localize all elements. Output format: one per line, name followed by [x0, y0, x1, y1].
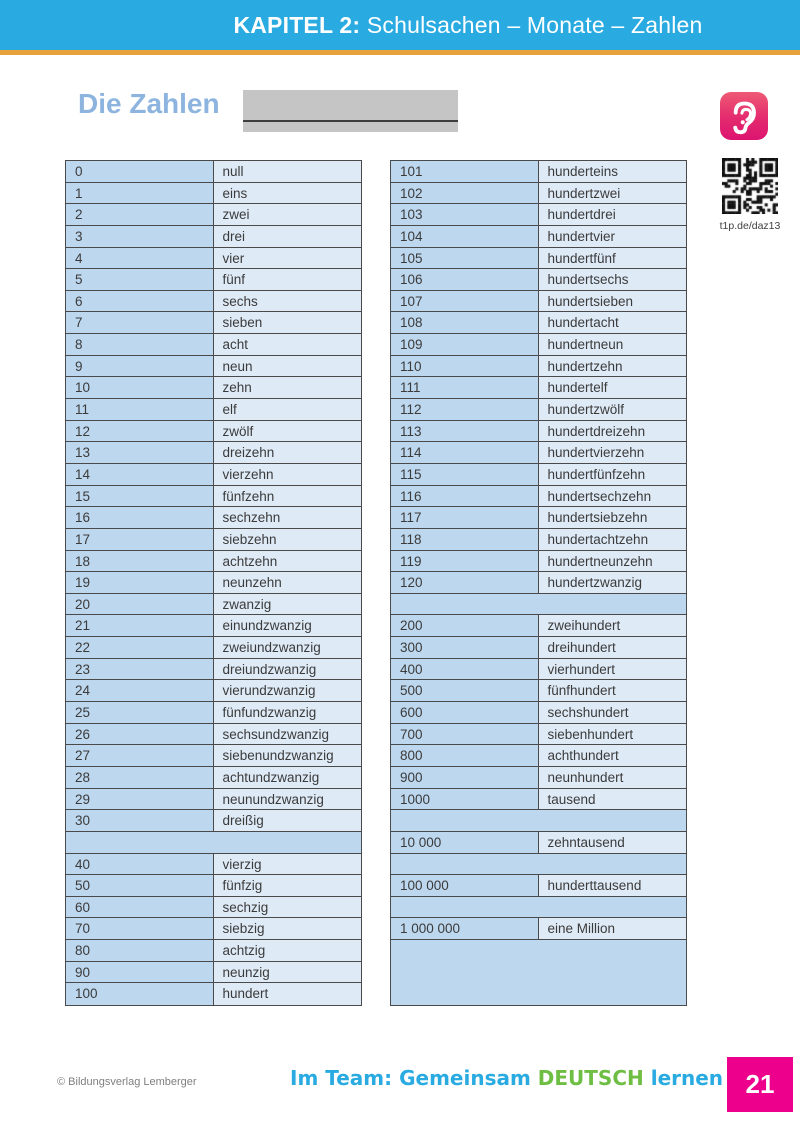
qr-caption: t1p.de/daz13 — [719, 220, 781, 232]
table-row — [66, 594, 361, 616]
number-cell: 28 — [66, 767, 214, 788]
word-cell: vierzehn — [214, 464, 362, 485]
word-cell: vierundzwanzig — [214, 680, 362, 701]
word-cell: zehn — [214, 377, 362, 398]
word-cell: hunderttausend — [539, 875, 687, 896]
number-cell: 16 — [66, 507, 214, 528]
number-cell: 300 — [391, 637, 539, 658]
word-cell: zehntausend — [539, 832, 687, 853]
number-cell: 116 — [391, 486, 539, 507]
table-row — [391, 745, 686, 767]
number-cell: 800 — [391, 745, 539, 766]
word-cell: sechshundert — [539, 702, 687, 723]
answer-blank-line — [243, 120, 458, 122]
table-row — [391, 269, 686, 291]
table-row — [391, 356, 686, 378]
word-cell: hundertdreizehn — [539, 421, 687, 442]
number-cell: 50 — [66, 875, 214, 896]
word-cell: neunhundert — [539, 767, 687, 788]
number-cell: 12 — [66, 421, 214, 442]
word-cell: vierzig — [214, 854, 362, 875]
number-cell: 27 — [66, 745, 214, 766]
number-cell: 200 — [391, 615, 539, 636]
table-row — [66, 529, 361, 551]
word-cell: siebenundzwanzig — [214, 745, 362, 766]
number-cell: 4 — [66, 248, 214, 269]
table-row — [391, 442, 686, 464]
number-cell: 104 — [391, 226, 539, 247]
number-cell: 29 — [66, 789, 214, 810]
qr-code — [722, 158, 778, 214]
number-cell: 15 — [66, 486, 214, 507]
number-cell: 117 — [391, 507, 539, 528]
word-cell: vier — [214, 248, 362, 269]
word-cell: eins — [214, 183, 362, 204]
word-cell: fünfundzwanzig — [214, 702, 362, 723]
number-cell: 8 — [66, 334, 214, 355]
word-cell: siebzehn — [214, 529, 362, 550]
word-cell: dreißig — [214, 810, 362, 831]
table-row — [66, 789, 361, 811]
page-title: Die Zahlen — [78, 88, 220, 119]
word-cell: sechsundzwanzig — [214, 724, 362, 745]
word-cell: sechs — [214, 291, 362, 312]
number-cell: 900 — [391, 767, 539, 788]
number-cell: 10 000 — [391, 832, 539, 853]
chapter-header — [0, 0, 800, 55]
word-cell: neunzehn — [214, 572, 362, 593]
table-row — [391, 226, 686, 248]
table-row — [66, 356, 361, 378]
number-cell: 1 000 000 — [391, 918, 539, 939]
footer-slogan — [290, 1066, 724, 1090]
table-row — [66, 377, 361, 399]
table-row — [66, 615, 361, 637]
table-row — [66, 918, 361, 940]
number-cell: 24 — [66, 680, 214, 701]
number-cell: 90 — [66, 962, 214, 983]
word-cell: hundertzehn — [539, 356, 687, 377]
table-row — [66, 875, 361, 897]
table-spacer-row — [391, 810, 686, 832]
number-cell: 105 — [391, 248, 539, 269]
word-cell: null — [214, 161, 362, 182]
table-row — [391, 789, 686, 811]
table-row — [66, 724, 361, 746]
number-cell: 10 — [66, 377, 214, 398]
table-row — [66, 551, 361, 573]
word-cell: achtundzwanzig — [214, 767, 362, 788]
word-cell: achtzehn — [214, 551, 362, 572]
table-row — [391, 486, 686, 508]
answer-blank-box — [243, 90, 458, 132]
table-row — [66, 702, 361, 724]
word-cell: fünfzehn — [214, 486, 362, 507]
table-row — [66, 680, 361, 702]
word-cell: hundertsieben — [539, 291, 687, 312]
number-cell: 700 — [391, 724, 539, 745]
table-spacer-row — [391, 594, 686, 616]
number-cell: 26 — [66, 724, 214, 745]
number-cell: 114 — [391, 442, 539, 463]
number-cell: 5 — [66, 269, 214, 290]
number-cell: 30 — [66, 810, 214, 831]
word-cell: zweihundert — [539, 615, 687, 636]
table-row — [66, 226, 361, 248]
table-row — [66, 399, 361, 421]
number-cell: 11 — [66, 399, 214, 420]
table-row — [391, 832, 686, 854]
word-cell: hundertacht — [539, 312, 687, 333]
table-row — [66, 940, 361, 962]
number-cell: 18 — [66, 551, 214, 572]
table-row — [66, 334, 361, 356]
number-cell: 110 — [391, 356, 539, 377]
word-cell: zwanzig — [214, 594, 362, 615]
table-spacer-row — [391, 940, 686, 1005]
word-cell: hundertzwanzig — [539, 572, 687, 593]
table-row — [391, 875, 686, 897]
slogan-part2: DEUTSCH — [537, 1066, 644, 1090]
number-cell: 21 — [66, 615, 214, 636]
word-cell: sieben — [214, 312, 362, 333]
word-cell: siebzig — [214, 918, 362, 939]
numbers-table-101-million — [390, 160, 687, 1006]
word-cell: neunundzwanzig — [214, 789, 362, 810]
table-row — [66, 269, 361, 291]
number-cell: 20 — [66, 594, 214, 615]
table-row — [391, 183, 686, 205]
table-row — [66, 442, 361, 464]
word-cell: sechzig — [214, 897, 362, 918]
word-cell: neun — [214, 356, 362, 377]
table-row — [66, 854, 361, 876]
ear-glyph — [724, 96, 764, 136]
word-cell: elf — [214, 399, 362, 420]
word-cell: hundertvierzehn — [539, 442, 687, 463]
number-cell: 118 — [391, 529, 539, 550]
table-row — [391, 248, 686, 270]
word-cell: fünfhundert — [539, 680, 687, 701]
word-cell: hundertvier — [539, 226, 687, 247]
number-cell: 108 — [391, 312, 539, 333]
number-cell: 14 — [66, 464, 214, 485]
number-cell: 101 — [391, 161, 539, 182]
number-cell: 3 — [66, 226, 214, 247]
number-cell: 103 — [391, 204, 539, 225]
word-cell: fünfzig — [214, 875, 362, 896]
number-cell: 109 — [391, 334, 539, 355]
numbers-table-0-100 — [65, 160, 362, 1006]
table-row — [66, 291, 361, 313]
table-row — [391, 507, 686, 529]
word-cell: hundertelf — [539, 377, 687, 398]
table-row — [66, 204, 361, 226]
number-cell: 25 — [66, 702, 214, 723]
number-cell: 115 — [391, 464, 539, 485]
table-row — [391, 421, 686, 443]
number-cell: 113 — [391, 421, 539, 442]
page-number-badge — [727, 1057, 793, 1112]
word-cell: tausend — [539, 789, 687, 810]
number-cell: 100 — [66, 983, 214, 1005]
word-cell: fünf — [214, 269, 362, 290]
table-row — [66, 486, 361, 508]
word-cell: hundertneun — [539, 334, 687, 355]
word-cell: achthundert — [539, 745, 687, 766]
number-cell: 600 — [391, 702, 539, 723]
word-cell: hundertzwei — [539, 183, 687, 204]
table-row — [66, 962, 361, 984]
table-row — [391, 312, 686, 334]
table-row — [391, 161, 686, 183]
number-cell: 9 — [66, 356, 214, 377]
table-row — [391, 659, 686, 681]
table-row — [391, 399, 686, 421]
table-row — [66, 637, 361, 659]
word-cell: eine Million — [539, 918, 687, 939]
word-cell: neunzig — [214, 962, 362, 983]
word-cell: hundertfünfzehn — [539, 464, 687, 485]
table-row — [391, 377, 686, 399]
number-cell: 1000 — [391, 789, 539, 810]
word-cell: achtzig — [214, 940, 362, 961]
table-row — [66, 248, 361, 270]
table-spacer-row — [391, 854, 686, 876]
word-cell: sechzehn — [214, 507, 362, 528]
word-cell: hundertachtzehn — [539, 529, 687, 550]
number-cell: 22 — [66, 637, 214, 658]
word-cell: zwölf — [214, 421, 362, 442]
number-cell: 6 — [66, 291, 214, 312]
table-row — [66, 507, 361, 529]
word-cell: hunderteins — [539, 161, 687, 182]
table-spacer-row — [66, 832, 361, 854]
word-cell: hundertzwölf — [539, 399, 687, 420]
number-cell: 1 — [66, 183, 214, 204]
word-cell: vierhundert — [539, 659, 687, 680]
table-row — [391, 637, 686, 659]
table-row — [391, 529, 686, 551]
word-cell: dreihundert — [539, 637, 687, 658]
number-cell: 0 — [66, 161, 214, 182]
word-cell: zweiundzwanzig — [214, 637, 362, 658]
word-cell: hundertsiebzehn — [539, 507, 687, 528]
word-cell: siebenhundert — [539, 724, 687, 745]
table-row — [391, 724, 686, 746]
word-cell: acht — [214, 334, 362, 355]
word-cell: hundertsechs — [539, 269, 687, 290]
number-cell: 13 — [66, 442, 214, 463]
number-cell: 107 — [391, 291, 539, 312]
table-row — [391, 334, 686, 356]
table-row — [66, 983, 361, 1005]
slogan-part1: Im Team: Gemeinsam — [290, 1066, 538, 1090]
chapter-label: KAPITEL 2: — [233, 11, 361, 38]
table-row — [391, 680, 686, 702]
table-row — [66, 810, 361, 832]
number-cell: 7 — [66, 312, 214, 333]
table-row — [391, 615, 686, 637]
chapter-title: Schulsachen – Monate – Zahlen — [360, 11, 703, 38]
table-row — [66, 464, 361, 486]
number-cell: 2 — [66, 204, 214, 225]
number-cell: 60 — [66, 897, 214, 918]
table-row — [66, 183, 361, 205]
word-cell: hundertsechzehn — [539, 486, 687, 507]
number-cell: 100 000 — [391, 875, 539, 896]
number-cell: 106 — [391, 269, 539, 290]
table-row — [66, 897, 361, 919]
table-row — [66, 421, 361, 443]
number-cell: 70 — [66, 918, 214, 939]
number-cell: 23 — [66, 659, 214, 680]
table-row — [391, 551, 686, 573]
word-cell: hundert — [214, 983, 362, 1005]
table-row — [66, 312, 361, 334]
number-cell: 119 — [391, 551, 539, 572]
table-row — [391, 464, 686, 486]
table-spacer-row — [391, 897, 686, 919]
number-cell: 102 — [391, 183, 539, 204]
word-cell: hundertdrei — [539, 204, 687, 225]
number-cell: 80 — [66, 940, 214, 961]
number-cell: 111 — [391, 377, 539, 398]
table-row — [391, 767, 686, 789]
number-cell: 17 — [66, 529, 214, 550]
number-cell: 40 — [66, 854, 214, 875]
table-row — [66, 572, 361, 594]
word-cell: einundzwanzig — [214, 615, 362, 636]
audio-ear-icon — [720, 92, 768, 140]
table-row — [66, 767, 361, 789]
number-cell: 400 — [391, 659, 539, 680]
table-row — [66, 745, 361, 767]
word-cell: dreizehn — [214, 442, 362, 463]
copyright-text: © Bildungsverlag Lemberger — [57, 1076, 197, 1088]
word-cell: dreiundzwanzig — [214, 659, 362, 680]
table-row — [391, 204, 686, 226]
number-cell: 500 — [391, 680, 539, 701]
word-cell: zwei — [214, 204, 362, 225]
table-row — [66, 161, 361, 183]
number-cell: 19 — [66, 572, 214, 593]
table-row — [391, 572, 686, 594]
table-row — [66, 659, 361, 681]
table-row — [391, 291, 686, 313]
number-cell: 112 — [391, 399, 539, 420]
slogan-part3: lernen — [643, 1066, 724, 1090]
word-cell: hundertfünf — [539, 248, 687, 269]
word-cell: hundertneunzehn — [539, 551, 687, 572]
number-cell: 120 — [391, 572, 539, 593]
chapter-header-text — [233, 12, 702, 39]
page-number: 21 — [745, 1069, 775, 1099]
table-row — [391, 702, 686, 724]
table-row — [391, 918, 686, 940]
word-cell: drei — [214, 226, 362, 247]
